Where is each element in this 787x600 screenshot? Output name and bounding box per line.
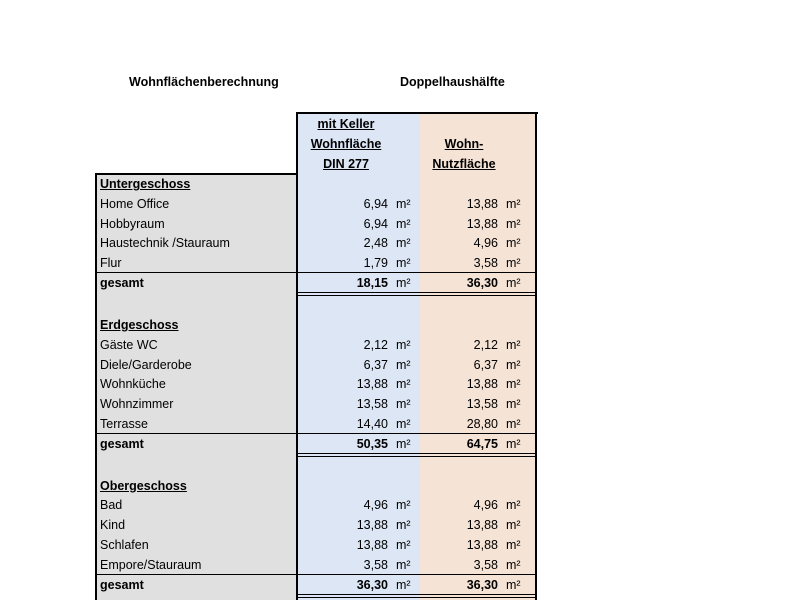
wohnflaeche-total: 50,35	[356, 437, 388, 451]
unit-label: m²	[506, 236, 521, 250]
room-label: Gäste WC	[100, 338, 158, 352]
nutzflaeche-column-header	[420, 134, 508, 174]
wohnflaeche-value: 6,94	[363, 197, 388, 211]
room-label: Home Office	[100, 197, 170, 211]
table-row	[96, 535, 536, 555]
nutzflaeche-value: 3,58	[473, 558, 498, 572]
wohnflaeche-value: 6,37	[363, 358, 388, 372]
unit-label: m²	[396, 498, 411, 512]
col1-header-line3: DIN 277	[323, 157, 369, 171]
section-title: Erdgeschoss	[100, 318, 179, 332]
unit-label: m²	[506, 417, 521, 431]
room-label: Bad	[100, 498, 123, 512]
unit-label: m²	[396, 397, 411, 411]
unit-label: m²	[396, 538, 411, 552]
unit-label: m²	[506, 498, 521, 512]
table-row	[96, 414, 536, 434]
total-double-line	[296, 456, 537, 457]
nutzflaeche-total: 36,30	[466, 578, 498, 592]
wohnflaeche-total: 18,15	[356, 276, 388, 290]
wohnflaeche-value: 3,58	[363, 558, 388, 572]
nutzflaeche-value: 2,12	[473, 338, 498, 352]
unit-label: m²	[506, 518, 521, 532]
col1-header-line2: Wohnfläche	[310, 137, 382, 151]
wohnflaeche-column-header	[298, 114, 394, 174]
total-double-line	[296, 295, 537, 296]
col2-header-line1: Wohn-	[444, 137, 484, 151]
unit-label: m²	[506, 276, 521, 290]
nutzflaeche-total: 36,30	[466, 276, 498, 290]
section-title: Obergeschoss	[100, 479, 187, 493]
unit-label: m²	[506, 217, 521, 231]
unit-label: m²	[396, 578, 411, 592]
room-label: Empore/Stauraum	[100, 558, 202, 572]
nutzflaeche-value: 13,88	[466, 538, 498, 552]
table-row	[96, 253, 536, 273]
section-heading	[96, 174, 536, 194]
nutzflaeche-value: 4,96	[473, 236, 498, 250]
wohnflaeche-value: 1,79	[363, 256, 388, 270]
wohnflaeche-value: 2,12	[363, 338, 388, 352]
room-label: Schlafen	[100, 538, 149, 552]
unit-label: m²	[506, 377, 521, 391]
table-row	[96, 355, 536, 375]
unit-label: m²	[396, 377, 411, 391]
unit-label: m²	[396, 437, 411, 451]
unit-label: m²	[396, 236, 411, 250]
room-label: Hobbyraum	[100, 217, 165, 231]
wohnflaeche-value: 2,48	[363, 236, 388, 250]
table-row	[96, 233, 536, 253]
table-row	[96, 394, 536, 414]
nutzflaeche-value: 13,88	[466, 217, 498, 231]
unit-label: m²	[396, 518, 411, 532]
unit-label: m²	[506, 538, 521, 552]
unit-label: m²	[506, 558, 521, 572]
room-label: Haustechnik /Stauraum	[100, 236, 230, 250]
section-heading	[96, 476, 536, 496]
unit-label: m²	[396, 338, 411, 352]
unit-label: m²	[506, 578, 521, 592]
total-row	[96, 575, 536, 595]
total-double-line	[296, 292, 537, 293]
table-row	[96, 194, 536, 214]
nutzflaeche-value: 13,88	[466, 377, 498, 391]
col2-header-line2: Nutzfläche	[432, 157, 496, 171]
total-double-line	[296, 453, 537, 454]
wohnflaeche-value: 14,40	[356, 417, 388, 431]
room-label: Terrasse	[100, 417, 148, 431]
room-label: Diele/Garderobe	[100, 358, 192, 372]
wohnflaeche-total: 36,30	[356, 578, 388, 592]
table-row	[96, 335, 536, 355]
unit-label: m²	[506, 397, 521, 411]
room-label: Wohnzimmer	[100, 397, 174, 411]
total-row	[96, 434, 536, 454]
unit-label: m²	[506, 197, 521, 211]
nutzflaeche-total: 64,75	[466, 437, 498, 451]
section-title: Untergeschoss	[100, 177, 191, 191]
wohnflaeche-value: 4,96	[363, 498, 388, 512]
unit-label: m²	[396, 276, 411, 290]
table-row	[96, 555, 536, 575]
nutzflaeche-value: 13,88	[466, 518, 498, 532]
wohnflaeche-value: 6,94	[363, 217, 388, 231]
table-row	[96, 214, 536, 234]
unit-label: m²	[506, 256, 521, 270]
nutzflaeche-value: 4,96	[473, 498, 498, 512]
room-label: Kind	[100, 518, 126, 532]
total-label: gesamt	[100, 276, 144, 290]
wohnflaeche-value: 13,58	[356, 397, 388, 411]
unit-label: m²	[396, 558, 411, 572]
total-label: gesamt	[100, 437, 144, 451]
unit-label: m²	[506, 338, 521, 352]
table-row	[96, 374, 536, 394]
unit-label: m²	[396, 197, 411, 211]
total-row	[96, 273, 536, 293]
nutzflaeche-value: 3,58	[473, 256, 498, 270]
unit-label: m²	[506, 437, 521, 451]
room-label: Wohnküche	[100, 377, 166, 391]
unit-label: m²	[506, 358, 521, 372]
nutzflaeche-value: 13,88	[466, 197, 498, 211]
unit-label: m²	[396, 256, 411, 270]
room-label: Flur	[100, 256, 122, 270]
wohnflaeche-value: 13,88	[356, 518, 388, 532]
col1-header-line1: mit Keller	[317, 117, 375, 131]
section-heading	[96, 315, 536, 335]
unit-label: m²	[396, 417, 411, 431]
unit-label: m²	[396, 358, 411, 372]
table-row	[96, 495, 536, 515]
page-title: Wohnflächenberechnung	[129, 75, 279, 89]
wohnflaeche-value: 13,88	[356, 377, 388, 391]
table-row	[96, 515, 536, 535]
total-label: gesamt	[100, 578, 144, 592]
nutzflaeche-value: 13,58	[466, 397, 498, 411]
wohnflaeche-value: 13,88	[356, 538, 388, 552]
nutzflaeche-value: 28,80	[466, 417, 498, 431]
total-double-line	[296, 594, 537, 595]
total-double-line	[296, 597, 537, 598]
page-subtitle: Doppelhaushälfte	[400, 75, 505, 89]
unit-label: m²	[396, 217, 411, 231]
nutzflaeche-value: 6,37	[473, 358, 498, 372]
